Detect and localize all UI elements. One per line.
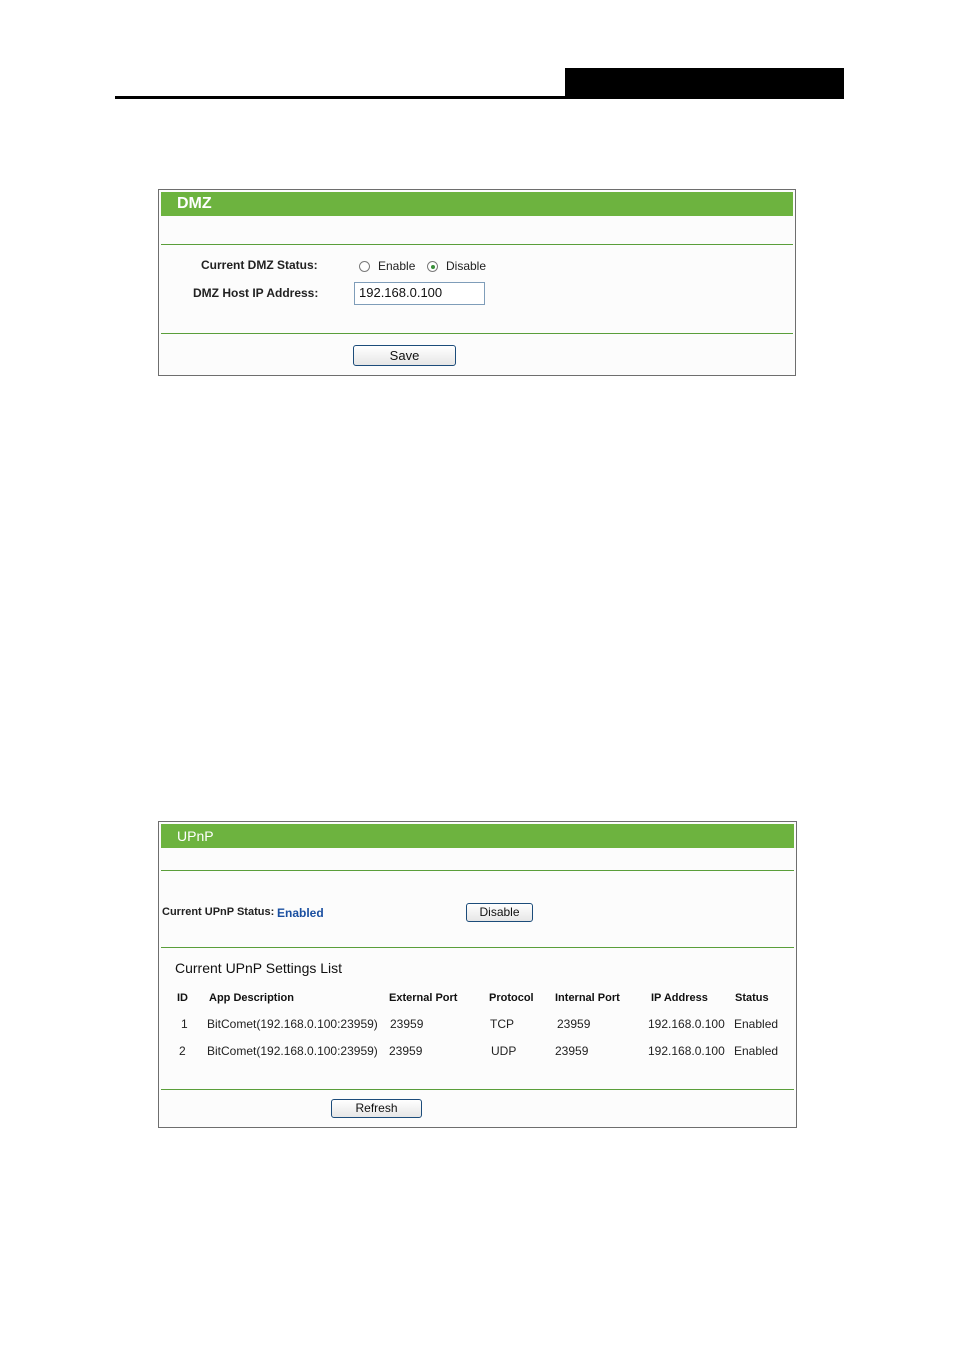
col-header-id: ID (177, 992, 188, 1004)
upnp-divider-middle (161, 947, 794, 948)
row-internal-port: 23959 (555, 1044, 589, 1058)
header-black-box (565, 68, 844, 98)
upnp-disable-button[interactable]: Disable (466, 903, 533, 922)
dmz-panel (158, 189, 796, 376)
upnp-divider-top (161, 870, 794, 871)
row-protocol: TCP (490, 1017, 514, 1031)
upnp-panel (158, 821, 797, 1128)
row-external-port: 23959 (390, 1017, 424, 1031)
col-header-app-description: App Description (209, 992, 294, 1004)
col-header-status: Status (735, 992, 769, 1004)
upnp-title: UPnP (161, 824, 794, 848)
header-rule (115, 96, 844, 99)
row-protocol: UDP (491, 1044, 517, 1058)
dmz-title: DMZ (161, 192, 793, 216)
dmz-enable-label: Enable (378, 259, 416, 273)
save-button[interactable]: Save (353, 345, 456, 366)
row-status: Enabled (734, 1044, 779, 1058)
row-id: 1 (181, 1017, 188, 1031)
row-internal-port: 23959 (557, 1017, 591, 1031)
upnp-divider-bottom (161, 1089, 794, 1090)
refresh-button[interactable]: Refresh (331, 1099, 422, 1118)
dmz-host-ip-label: DMZ Host IP Address: (193, 286, 319, 300)
dmz-enable-radio[interactable] (359, 261, 370, 272)
col-header-ip-address: IP Address (651, 992, 708, 1004)
dmz-status-label: Current DMZ Status: (201, 258, 318, 272)
row-ip-address: 192.168.0.100 (648, 1044, 725, 1058)
row-id: 2 (179, 1044, 186, 1058)
row-app-description: BitComet(192.168.0.100:23959) (207, 1017, 378, 1031)
dmz-host-ip-input[interactable]: 192.168.0.100 (354, 282, 485, 305)
upnp-status-label: Current UPnP Status: (162, 906, 275, 918)
col-header-external-port: External Port (389, 992, 458, 1004)
dmz-disable-label: Disable (446, 259, 487, 273)
upnp-status-value: Enabled (277, 906, 324, 920)
row-app-description: BitComet(192.168.0.100:23959) (207, 1044, 378, 1058)
upnp-list-title: Current UPnP Settings List (175, 960, 343, 976)
row-ip-address: 192.168.0.100 (648, 1017, 725, 1031)
col-header-protocol: Protocol (489, 992, 534, 1004)
dmz-divider-top (161, 244, 793, 245)
dmz-disable-radio[interactable] (427, 261, 438, 272)
row-external-port: 23959 (389, 1044, 423, 1058)
row-status: Enabled (734, 1017, 779, 1031)
col-header-internal-port: Internal Port (555, 992, 620, 1004)
dmz-divider-bottom (161, 333, 793, 334)
